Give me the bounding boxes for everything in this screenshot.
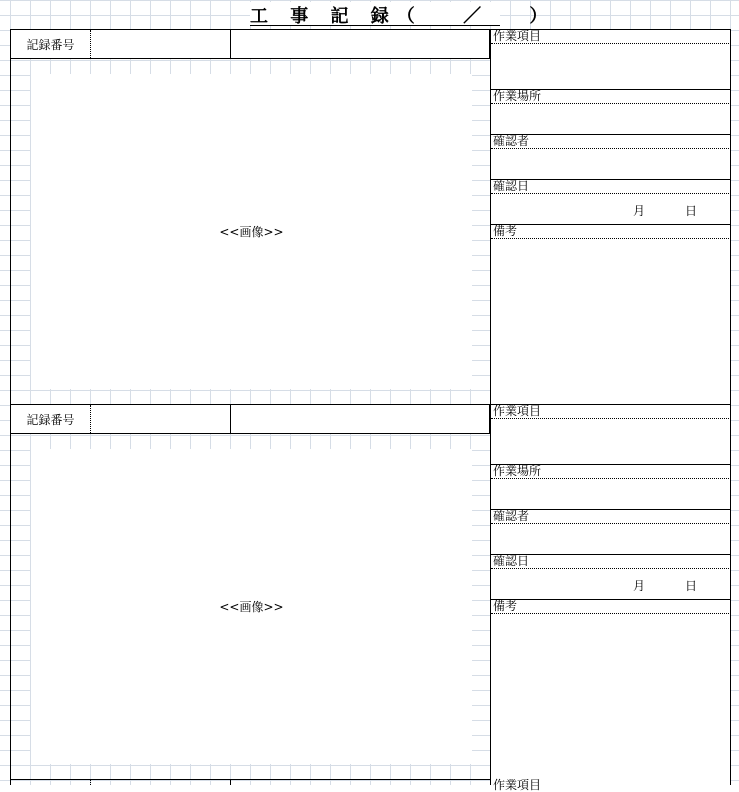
checker-label: 確認者 [491,509,731,524]
checker-label: 確認者 [491,134,731,149]
record-block-2 [10,404,731,779]
image-placeholder[interactable] [31,449,472,764]
record-block-1 [10,29,731,404]
image-placeholder[interactable] [31,74,472,389]
work-item-label: 作業項目 [491,29,731,44]
work-item-label: 作業項目 [493,778,542,792]
image-area [10,59,490,404]
image-placeholder-text: <<画像>> [219,600,284,614]
record-extra-field[interactable] [231,405,489,433]
day-label: 日 [685,579,698,593]
record-extra-field[interactable] [231,30,489,58]
record-number-field[interactable] [91,30,231,58]
check-date-field[interactable] [491,194,731,224]
check-date-label: 確認日 [491,179,731,194]
document-title: 工 事 記 録（ ／ ） [250,2,500,26]
remarks-label: 備考 [491,224,731,239]
record-number-label: 記録番号 [11,30,91,58]
remarks-label: 備考 [491,599,731,614]
month-label: 月 [633,204,646,218]
record-header [10,404,490,434]
check-date-field[interactable] [491,569,731,599]
month-label: 月 [633,579,646,593]
check-date-label: 確認日 [491,554,731,569]
work-place-label: 作業場所 [491,89,731,104]
record-header [10,29,490,59]
record-fields [490,404,731,779]
day-label: 日 [685,204,698,218]
record-number-label: 記録番号 [11,405,91,433]
work-place-label: 作業場所 [491,464,731,479]
work-item-label: 作業項目 [491,404,731,419]
image-area [10,434,490,779]
record-number-field[interactable] [91,405,231,433]
record-extra-divider [230,779,231,785]
record-fields [490,29,731,404]
image-placeholder-text: <<画像>> [219,225,284,239]
next-record-fields [490,778,731,792]
record-left-border [10,779,11,785]
record-number-divider [90,779,91,785]
